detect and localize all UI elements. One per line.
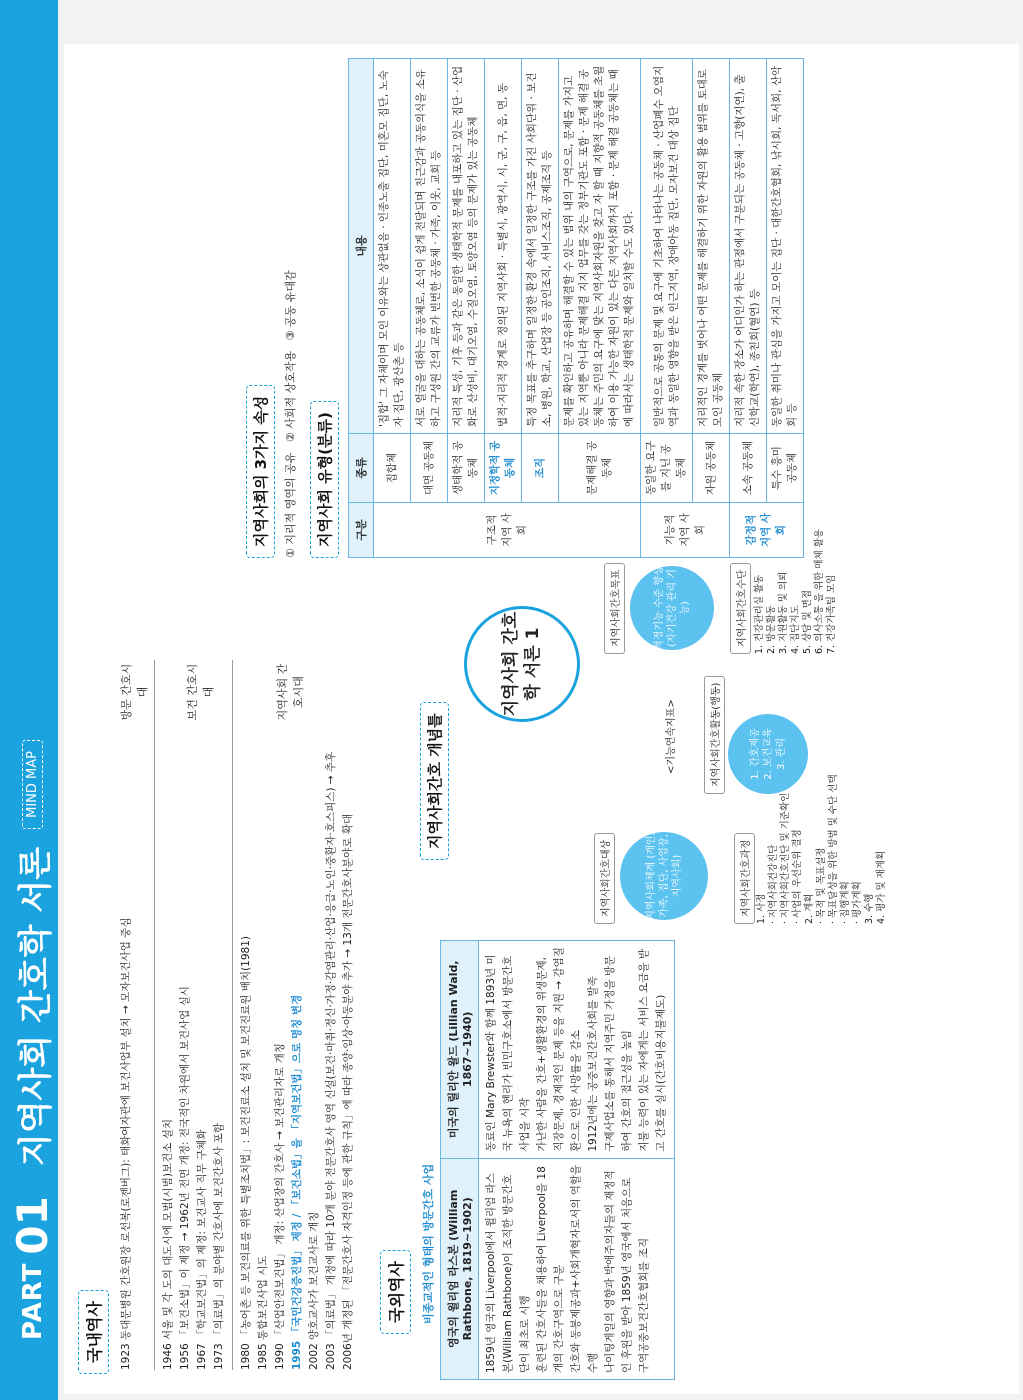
type-content: 지리적인 경계를 벗어나 어떤 문제를 해결하기 위한 자원의 활용 범위를 토대로 모인 공동체 (693, 59, 730, 434)
center-circle: 지역사회 간호학 서론 1 (464, 606, 580, 722)
means-item: 2. 방문활동 (766, 605, 777, 654)
domestic-group2 (160, 730, 228, 1370)
list-item: 훈련된 간호사들을 채용하여 Liverpool을 18개의 간호구역으로 구분 (536, 1166, 565, 1373)
col-group: 구분 (349, 503, 374, 558)
table-row (693, 59, 730, 558)
process-item: · 평가계획 (852, 881, 863, 924)
process-item: · 목표달성을 위한 방법 및 수단 선택 (828, 774, 839, 924)
foreign-heading: 국외역사 (380, 1250, 411, 1334)
domestic-item: 1973 「의료법」의 분야별 간호사에 보건간호사 포함 (213, 1123, 225, 1370)
goal-tag: 지역사회간호목표 (604, 563, 625, 654)
type-group: 감정적 지역 사회 (730, 503, 804, 558)
domestic-item: 2003 「의료법」 개정에 따라 10개 분야 전문간호사 영역 신설(보건·마취·정신·가정·감염관리·산업·응급·노인·중환자·호스피스) → 추후 2006년 개정된 「전문간호사 자격인정 등에 관한 규칙」에 따라 종양·임상·아동분야 추가 → 13개 전문간호사분야로 확대 (325, 751, 354, 1370)
divider (154, 660, 155, 1370)
domestic-item: 1990 「산업안전보건법」 개정: 산업장의 간호사 → 보건관리자로 개칭 (274, 1043, 286, 1370)
table-row (448, 59, 485, 558)
activity-tag: 지역사회간호활동(행동) (704, 676, 725, 794)
means-tag: 지역사회간호수단 (730, 563, 751, 654)
table-row (522, 59, 559, 558)
type-kind: 자원 공동체 (693, 434, 730, 503)
part-label: PART (17, 1262, 48, 1340)
col-rathbone: 영국의 윌리엄 라스본 (William Rathbone, 1819~1902) (441, 1158, 479, 1379)
era-community: 지역사회 간호시대 (276, 663, 305, 721)
list-item: 구제사업소를 통해서 지역주민 가정을 방문하여 간호의 접근성을 높임 (604, 955, 633, 1152)
list-item: 1912년에는 공중보건간호사회를 발족 (587, 976, 599, 1152)
type-content: 서로 얼굴을 대하는 공동체로, 소식이 쉽게 전달되며 친근감과 공동의식을 소유하고 구성원 간의 교류가 빈번한 공동체 · 가족, 이웃, 교회 등 (411, 59, 448, 434)
col-content: 내용 (349, 59, 374, 434)
type-kind: 생태학적 공동체 (448, 434, 485, 503)
domestic-item: 1946 서울 및 각 도의 대도시에 모범(시범)보건소 설치 (162, 1119, 174, 1370)
types-heading: 지역사회 유형(분류) (310, 401, 339, 558)
process-tag: 지역사회간호과정 (734, 833, 755, 924)
concept-heading: 지역사회간호 개념틀 (420, 702, 449, 860)
target-tag: 지역사회간호대상 (594, 833, 615, 924)
domestic-heading: 국내역사 (78, 1290, 109, 1374)
divider (232, 660, 233, 1370)
attribute-item: ③ 공동 유대감 (284, 270, 297, 341)
rathbone-cell (479, 1158, 675, 1379)
table-row (767, 59, 804, 558)
table-row (411, 59, 448, 558)
activity-item: 3. 관리 (775, 737, 787, 771)
page-title: 지역사회 간호학 서론 (16, 846, 56, 1167)
list-item: 지불 능력이 있는 자에게는 서비스 요금을 받고 간호를 실시(간호비용지불제도) (638, 949, 667, 1152)
types-table (348, 58, 804, 558)
type-content: 일반적으로 공통의 문제 및 요구에 기초하여 나타나는 공동체 · 산업폐수 오염지역과 동일한 영향을 받은 인근지역, 장애아동 집단, 모자보건 대상 집단 (641, 59, 693, 434)
list-item: 나이팅게일의 영향과 박애주의자들의 재정적인 후원을 받아 1859년 영국에서 처음으로 구역공중보건간호협회를 조직 (604, 1170, 650, 1373)
domestic-item: 1985 통합보건사업 시도 (257, 1255, 269, 1370)
attributes-heading: 지역사회의 3가지 속성 (246, 385, 275, 558)
process-list (756, 774, 888, 924)
foreign-subtitle: 비종교적인 형태의 방문간호 사업 (422, 1163, 435, 1324)
table-row (485, 59, 522, 558)
process-item: 3. 수행 (864, 893, 875, 924)
type-kind: 집합체 (374, 434, 411, 503)
process-item: 2. 계획 (804, 893, 815, 924)
means-item: 7. 건강가족팀 모임 (826, 574, 837, 654)
domestic-item: 1967 「학교보건법」의 제정: 보건교사 직무 구체화 (196, 1129, 208, 1370)
type-kind: 대면 공동체 (411, 434, 448, 503)
process-item: · 목적 및 목표설정 (816, 847, 827, 924)
attribute-item: ② 사회적 상호작용 (284, 350, 297, 443)
domestic-first (118, 730, 135, 1370)
type-group: 구조적 지역 사회 (374, 503, 641, 558)
type-content: 지리적 속한 장소가 어디인가 하는 관점에서 구분되는 공동체 · 고향(지연), 출신학교(학연), 종친회(혈연) 등 (730, 59, 767, 434)
mind-map-badge: MIND MAP (22, 740, 43, 829)
activity-item: 1. 간호제공 (749, 728, 761, 780)
type-content: '집합' 그 자체이며 모인 이유와는 상관없음 · 인종노출 집단, 미혼모 집단, 노숙자 집단, 광산촌 등 (374, 59, 411, 434)
process-item: 4. 평가 및 재계획 (876, 850, 887, 924)
domestic-item: 2002 양호교사가 보건교사로 개칭 (308, 1211, 320, 1370)
process-item: · 사업의 우선순위 결정 (792, 829, 803, 924)
list-item: 동료인 Mary Brewster와 함께 1893년 미국 뉴욕의 헨리가 빈민구호소에서 방문간호사업을 시작 (485, 954, 531, 1152)
side-header (8, 0, 57, 1340)
type-kind: 문제해결 공동체 (559, 434, 641, 503)
domestic-item: 1956 「보건소법」이 제정 → 1962년 전면 개정: 전국적인 차원에서 보건사업 실시 (179, 986, 191, 1370)
type-kind: 소속 공동체 (730, 434, 767, 503)
means-item: 4. 집단지도 (790, 605, 801, 654)
col-kind: 종류 (349, 434, 374, 503)
activity-item: 2. 보건교육 (762, 728, 774, 780)
type-content: 문제를 확인하고 공유하며 해결할 수 있는 범위 내의 구역으로, 문제를 가지고 있는 지역뿐 아니라 문제해결 지지 업무를 갖는 정부기관도 포함 · 문제 해결 공동체는 주민의 요구에 맞는 지역사회자원을 찾고 자 할 때 지향적 공동체를 초월하여 이용 가능한 자원이 있는 다른 지역사회까지 포함 · 문제 해결 공동체는 때에 따라서는 생태학적 문제와 일치할 수도 있다. (559, 59, 641, 434)
domestic-item: 1980 「농어촌 등 보건의료를 위한 특별조치법」: 보건진료소 설치 및 보건진료원 배치(1981) (240, 936, 252, 1370)
foreign-table (440, 940, 675, 1380)
part-number: 01 (8, 1196, 57, 1255)
type-group: 기능적 지역 사회 (641, 503, 730, 558)
attribute-item: ① 지리적 영역의 공유 (284, 452, 297, 558)
list-item: 간호와 동봉제공과+사회개혁자로서의 역할을 수행 (570, 1164, 599, 1373)
means-item: 1. 건강관리실 활동 (754, 574, 765, 654)
process-item: 1. 사정 (756, 893, 767, 924)
type-kind: 지정학적 공동체 (485, 434, 522, 503)
goal-circle: 적정기능 수준 향상 (자기건강 관리 기능) (630, 566, 714, 650)
attributes-list (282, 270, 298, 558)
means-item: 6. 의사소통 을 위한 매체 활용 (814, 528, 825, 654)
table-row (730, 59, 767, 558)
process-item: · 지역사회건강진단 (768, 844, 779, 924)
list-item: 가난한 사람을 간호+생활환경의 위생문제, 직장문제, 경제적인 문제 등을 지원 → 감염질환으로 인한 사망률을 감소 (536, 947, 582, 1152)
wald-cell (479, 941, 675, 1159)
page-sheet (64, 44, 1019, 1394)
type-kind: 특수 흥미 공동체 (767, 434, 804, 503)
list-item: 1859년 영국의 Liverpool에서 윌리엄 라스본(William Rathbone)이 조직한 방문간호단이 최초로 시행 (485, 1173, 531, 1373)
type-content: 법적·지리적 경계로 정의된 지역사회 · 특별시, 광역시, 시, 군, 구, 읍, 면, 동 (485, 59, 522, 434)
domestic-item: 1995 「국민건강증진법」 제정 / 「보건소법」을 「지역보건법」으로 명칭 변경 (291, 994, 303, 1370)
target-circle: 지역사회체계 (개인, 가족, 집단, 사업장, 지역사회) (620, 832, 708, 920)
era-health: 보건 간호시대 (186, 663, 215, 721)
means-item: 3. 지원활동 및 의뢰 (778, 571, 789, 654)
process-item: · 집행계획 (840, 881, 851, 924)
domestic-group3 (238, 730, 357, 1370)
means-item: 5. 상담 및 면접 (802, 589, 813, 654)
type-kind: 조직 (522, 434, 559, 503)
process-item: · 지역사회간호진단 및 기준확인 (780, 792, 791, 924)
type-kind: 동일한 요구를 지닌 공동체 (641, 434, 693, 503)
table-row (559, 59, 641, 558)
type-content: 지리적 특성, 기후 등과 같은 동일한 생태학적 문제를 내포하고 있는 집단 · 산업화로 산성비, 대기오염, 수질오염, 토양오염 등의 문제가 있는 공동체 (448, 59, 485, 434)
type-content: 동일한 취미나 관심을 가지고 모이는 집단 · 대한간호협회, 낚시회, 독서회, 산악회 등 (767, 59, 804, 434)
table-row (374, 59, 411, 558)
era-visit: 방문 간호시대 (120, 663, 149, 721)
rotated-surface (64, 44, 1019, 1394)
col-wald: 미국의 릴리안 왈드 (Lillian Wald, 1867~1940) (441, 941, 479, 1159)
domestic-first-text: 1923 동대문병원 간호원장 로선복(로젠버그): 태화여자관에 보건사업부 설치 → 모자보건사업 중심 (120, 917, 132, 1370)
type-content: 특정 목표를 추구하며 일정한 환경 속에서 일정한 구조를 가진 사회단위 · 보건소, 병원, 학교, 산업장 등 공인조직, 서비스조직, 공제조직 등 (522, 59, 559, 434)
table-row (641, 59, 693, 558)
goal-note: <기능연속지표> (666, 699, 677, 774)
